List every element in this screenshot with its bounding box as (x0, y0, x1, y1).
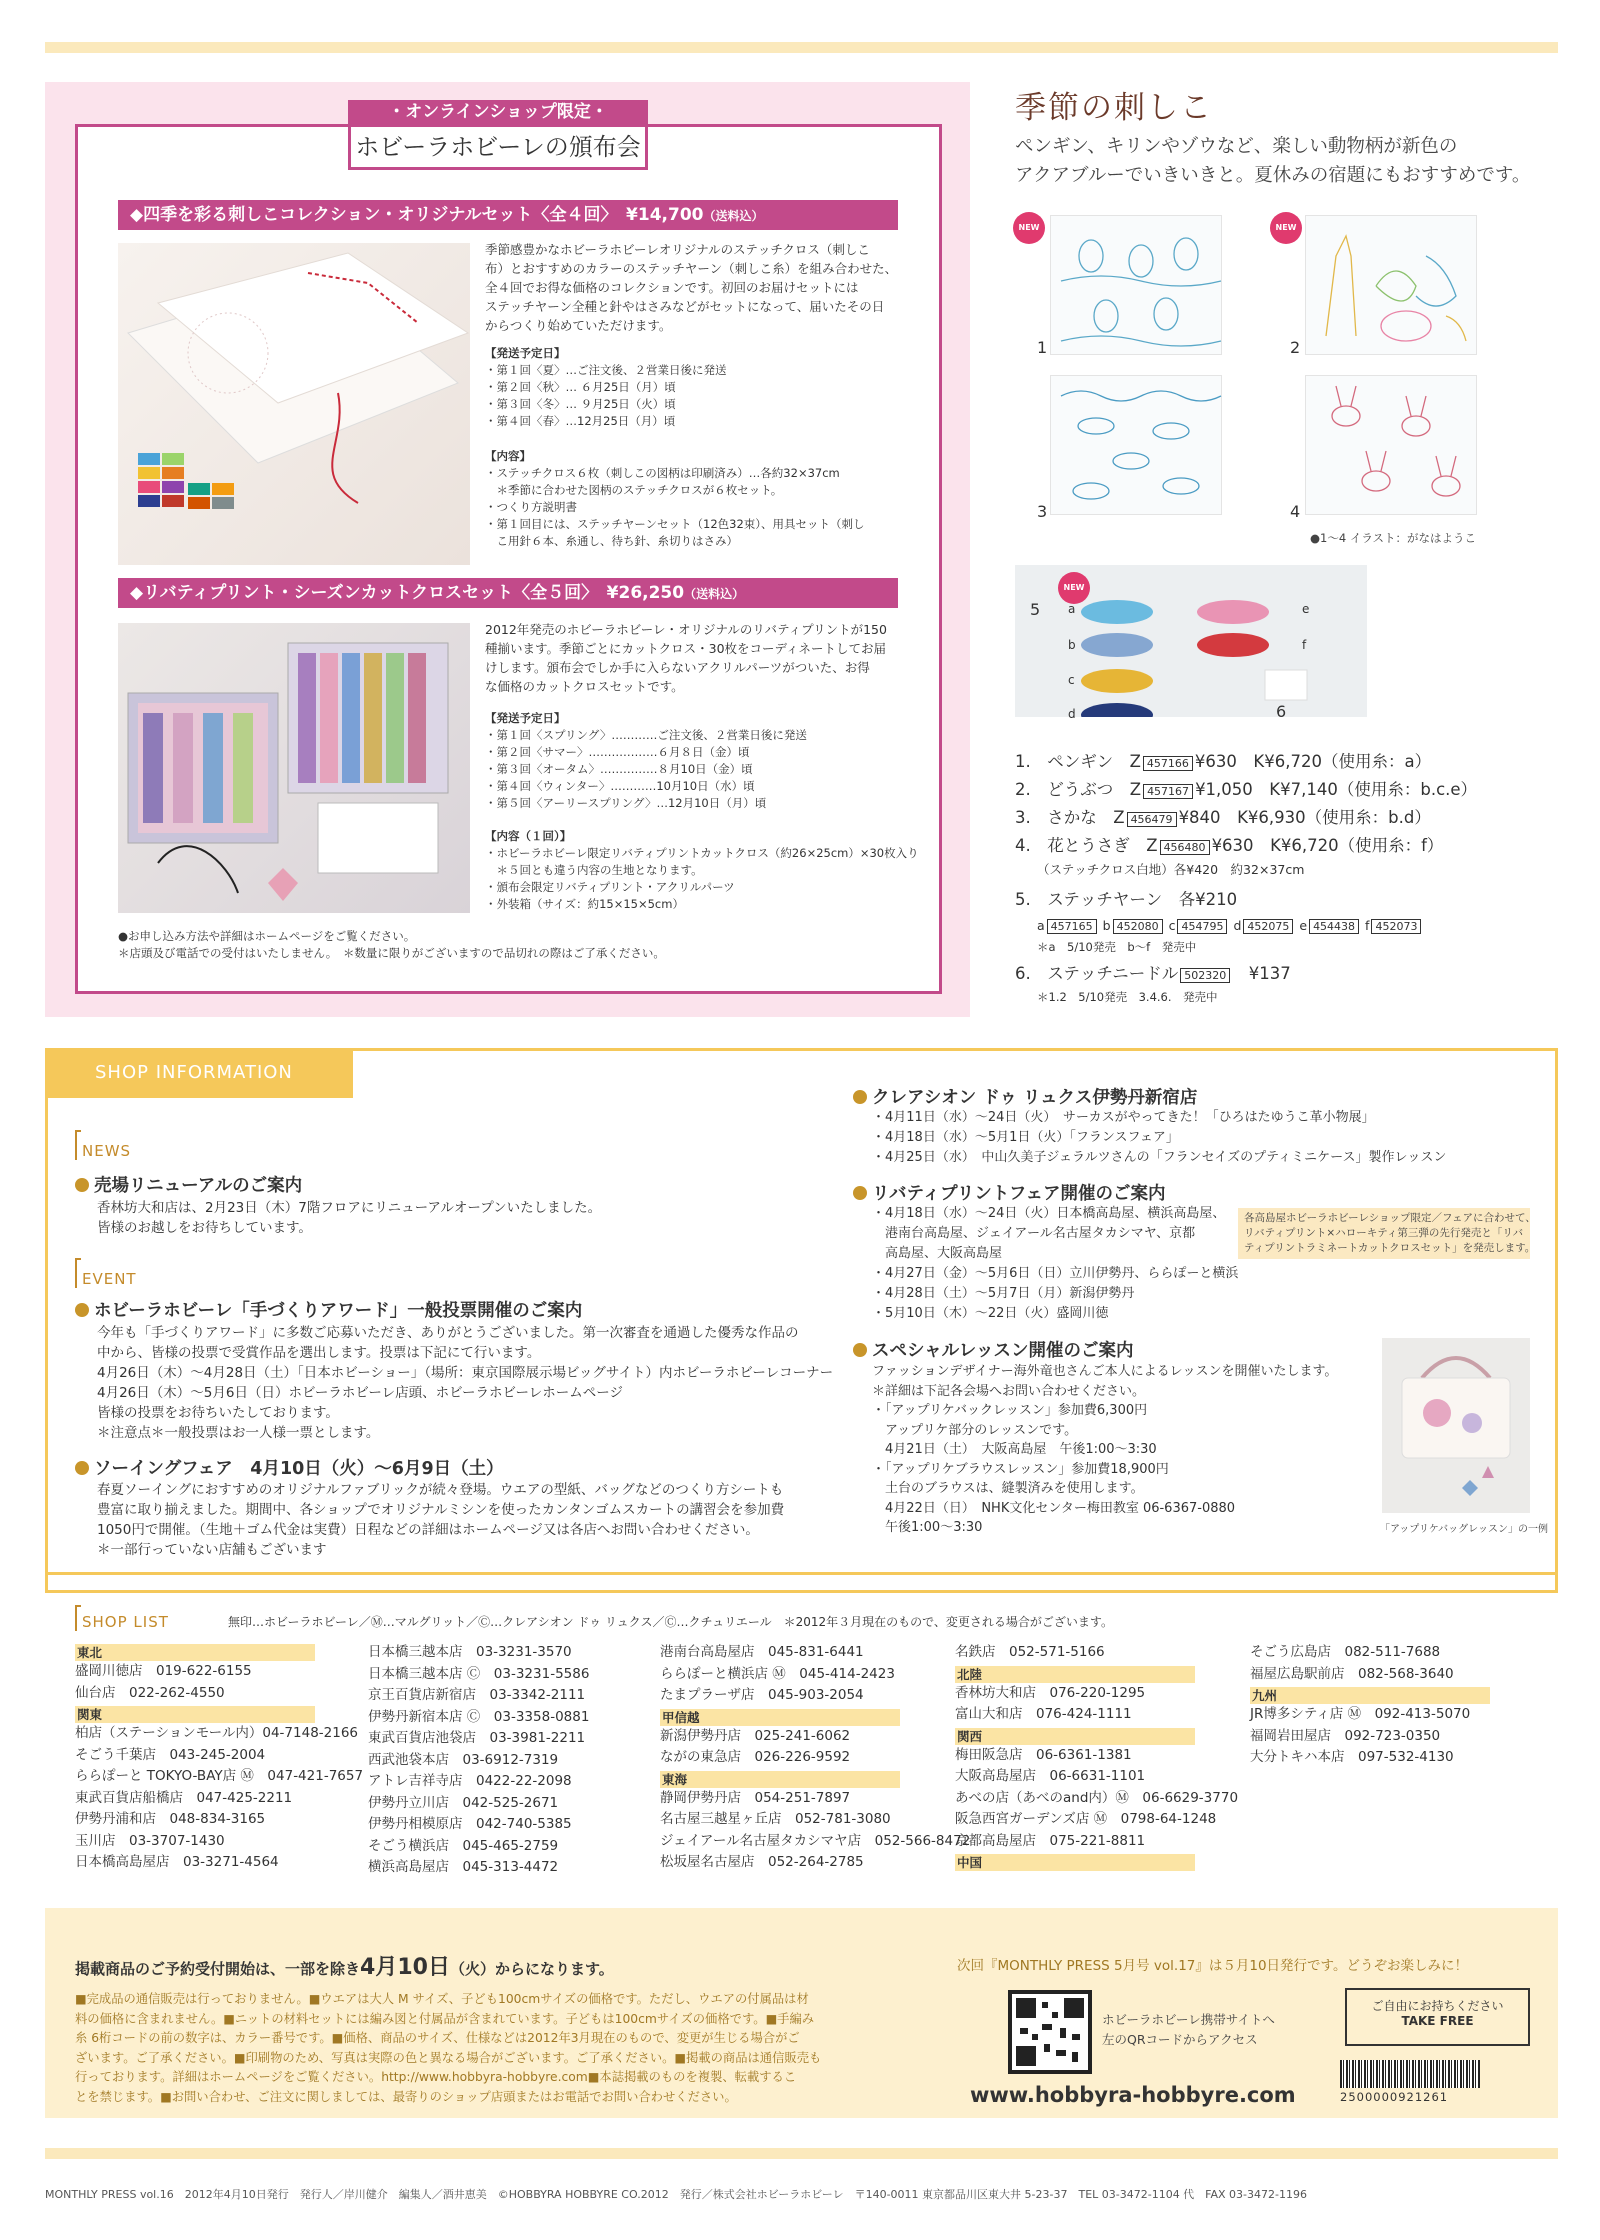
shoplist-region: 東北 (75, 1644, 315, 1661)
shoplist-column-5 (1250, 1642, 1490, 1769)
item-name: 花とうさぎ (1047, 836, 1130, 855)
shoplist-column-3 (660, 1642, 970, 1874)
product-tile-fish (1050, 375, 1222, 515)
lesson-line: アップリケ部分のレッスンです。 (872, 1422, 1078, 1438)
shoplist-store: 福屋広島駅前店 082-568-3640 (1250, 1665, 1454, 1682)
shoplist-corner (75, 1605, 81, 1631)
set1-schedule-item: ・第３回〈冬〉… ９月25日（火）頃 (485, 397, 676, 411)
item-kit-price: K¥7,140 (1269, 780, 1338, 799)
news-line: 皆様のお越しをお待ちしています。 (97, 1220, 312, 1236)
lesson-line: ファッションデザイナー海外竜也さんご本人によるレッスンを開催いたします。 (872, 1364, 1338, 1379)
needle-price: ¥137 (1248, 964, 1291, 983)
award-line: ＊注意点＊一般投票はお一人様一票とします。 (97, 1425, 380, 1441)
shoplist-region: 関東 (75, 1706, 315, 1723)
lesson-line: 4月21日（土） 大阪高島屋 午後1:00〜3:30 (872, 1442, 1157, 1457)
award-line: 皆様の投票をお待ちいたしております。 (97, 1405, 339, 1421)
shoplist-tag: SHOP LIST (82, 1613, 169, 1631)
shoplist-store: あべの店（あべのand内）Ⓜ 06-6629-3770 (955, 1789, 1239, 1806)
liberty-body (872, 1204, 1242, 1324)
set1-schedule-heading: 【発送予定日】 (485, 346, 566, 360)
shoplist-column-2 (368, 1642, 589, 1879)
shoplist-store: 名古屋三越星ヶ丘店 052-781-3080 (660, 1811, 891, 1827)
shoplist-store: たまプラーザ店 045-903-2054 (660, 1687, 864, 1703)
shoplist-store: 伊勢丹浦和店 048-834-3165 (75, 1811, 266, 1827)
set2-photo (118, 623, 470, 913)
award-line: 中から、皆様の投票で受賞作品を選出します。投票は下記にて行います。 (97, 1345, 541, 1361)
item-z: Z (1113, 808, 1125, 827)
lesson-line: ・「アップリケバックレッスン」参加費6,300円 (872, 1403, 1148, 1418)
yarn-code: 454795 (1177, 919, 1227, 934)
liberty-box-illustration (118, 623, 470, 913)
item-no: 3. (1015, 808, 1031, 827)
set1-photo (118, 243, 470, 565)
set1-desc-line: 布）とおすすめのカラーのステッチヤーン（刺しこ糸）を組み合わせた、 (485, 261, 898, 276)
clair-body (872, 1108, 1552, 1168)
cloth-note: （ステッチクロス白地）各¥420 約32×37cm (1037, 862, 1305, 877)
shoplist-store: 西武池袋本店 03-6912-7319 (368, 1751, 559, 1768)
sewing-line: 豊富に取り揃えました。期間中、各ショップでオリジナルミシンを使ったカンタンゴムスカートの講習会を参加費 (97, 1502, 785, 1518)
yarn-code: 452073 (1371, 919, 1421, 934)
online-shop-title: ホビーラホビーレの頒布会 (348, 124, 648, 170)
qr-code[interactable] (1008, 1990, 1092, 2074)
yarn-code-letter: a (1037, 918, 1045, 933)
yarn-code-letter: b (1102, 918, 1111, 933)
lesson-line: 4月22日（日） NHK文化センター梅田教室 06-6367-0880 (872, 1500, 1236, 1516)
reserve-date: 4月10日 (360, 1955, 450, 1980)
yarn-code: 454438 (1309, 919, 1359, 934)
item-z: Z (1129, 780, 1142, 799)
shoplist-region: 甲信越 (660, 1709, 900, 1726)
online-note: ＊店頭及び電話での受付はいたしません。 ＊数量に限りがございますので品切れの際はご了承ください。 (118, 946, 665, 960)
tile-number: 3 (1037, 502, 1048, 521)
item-no: 2. (1015, 780, 1031, 799)
product-tile-penguin (1050, 215, 1222, 355)
set1-desc-line: 季節感豊かなホビーラホビーレオリジナルのステッチクロス（刺しこ (485, 242, 870, 257)
clair-heading-text: クレアシオン ドゥ リュクス伊勢丹新宿店 (872, 1088, 1198, 1108)
set1-desc-line: からつくり始めていただけます。 (485, 318, 672, 333)
clair-line: ・4月11日（水）〜24日（火） サーカスがやってきた！「ひろはたゆうこ革小物展」 (872, 1110, 1375, 1125)
online-note: ●お申し込み方法や詳細はホームページをご覧ください。 (118, 929, 416, 943)
shoplist-store: 伊勢丹新宿本店 Ⓒ 03-3358-0881 (368, 1708, 590, 1725)
award-line: 4月26日（木）〜5月6日（日）ホビーラホビーレ店頭、ホビーラホビーレホームページ (97, 1385, 623, 1401)
shoplist-store: 横浜高島屋店 045-313-4472 (368, 1859, 559, 1875)
shoplist-store: ららぽーと横浜店 Ⓜ 045-414-2423 (660, 1665, 895, 1682)
lesson-body (872, 1362, 1372, 1538)
season-description (1015, 132, 1575, 190)
liberty-line: ・4月18日（水）〜24日（火）日本橋高島屋、横浜高島屋、 (872, 1206, 1226, 1221)
event-corner (75, 1258, 81, 1288)
set2-schedule-item: ・第５回〈アーリースプリング〉…12月10日（月）頃 (485, 796, 767, 810)
mobile-line: 左のQRコードからアクセス (1102, 2032, 1258, 2047)
bullet-icon (853, 1090, 867, 1104)
needle-number: 6 (1276, 702, 1287, 721)
set2-desc-line: 2012年発売のホビーラホビーレ・オリジナルのリバティプリントが150 (485, 622, 887, 637)
shoplist-store: 香林坊大和店 076-220-1295 (955, 1684, 1146, 1701)
qr-pattern (1012, 1994, 1088, 2070)
yarn-title: 5. ステッチヤーン 各¥210 (1015, 890, 1238, 909)
bullet-icon (853, 1343, 867, 1357)
bullet-icon (75, 1178, 89, 1192)
illustration-credit: ●1〜4 イラスト：がなはようこ (1310, 531, 1476, 545)
set2-desc-line: けします。頒布会でしか手に入らないアクリルパーツがついた、お得 (485, 660, 870, 675)
needle-code: 502320 (1180, 968, 1230, 983)
season-title: 季節の刺しこ (1015, 90, 1213, 126)
lesson-line: 土台のブラウスは、縫製済みを使用します。 (872, 1481, 1144, 1496)
shoplist-store: 日本橋三越本店 03-3231-3570 (368, 1644, 572, 1660)
shoplist-region: 関西 (955, 1728, 1195, 1745)
yarn-code: 452075 (1243, 919, 1293, 934)
shoplist-store: ジェイアール名古屋タカシマヤ店 052-566-8472 (660, 1832, 971, 1849)
set1-schedule-item: ・第２回〈秋〉… ６月25日（月）頃 (485, 380, 676, 394)
yarn-code: 457165 (1047, 919, 1097, 934)
reserve-text-c: （火）からになります。 (449, 1960, 614, 1978)
shoplist-column-4 (955, 1642, 1238, 1871)
item-z: Z (1146, 836, 1158, 855)
item-no: 1. (1015, 752, 1031, 771)
set1-tax: （送料込） (703, 209, 764, 223)
item-name: ペンギン (1047, 752, 1114, 771)
set2-description (485, 620, 905, 696)
yarn-letter: a (1068, 602, 1076, 616)
shoplist-legend: 無印…ホビーラホビーレ／Ⓜ…マルグリット／Ⓒ…クレアシオン ドゥ リュクス／Ⓒ…クチュリエール ＊2012年３月現在のもので、変更される場合がございます。 (228, 1615, 1113, 1629)
event-tag: EVENT (82, 1270, 137, 1288)
take-free-box (1345, 1988, 1530, 2046)
shoplist-store: ながの東急店 026-226-9592 (660, 1749, 851, 1765)
rabbit-pattern (1306, 376, 1478, 516)
shoplist-region: 九州 (1250, 1687, 1490, 1704)
season-desc-line: ペンギン、キリンやゾウなど、楽しい動物柄が新色の (1015, 136, 1458, 157)
shoplist-region: 中国 (955, 1854, 1195, 1871)
set1-content-heading: 【内容】 (485, 449, 531, 463)
shoplist-store: 福岡岩田屋店 092-723-0350 (1250, 1727, 1441, 1744)
news-heading (75, 1172, 302, 1197)
bottom-note-line: 料の価格に含まれません。■ニットの材料セットには編み図と付属品が含まれています。子どもは100cmサイズの価格です。■手編み (75, 2011, 815, 2026)
sewing-body (97, 1480, 867, 1560)
yarn-code-letter: c (1168, 918, 1176, 933)
bottom-note-line: ■完成品の通信販売は行っておりません。■ウエアは大人 M サイズ、子ども100cmサイズの価格です。ただし、ウエアの付属品は材 (75, 1992, 809, 2006)
shoplist-column-1 (75, 1642, 363, 1874)
yarn-note: ＊a 5/10発売 b〜f 発売中 (1037, 940, 1197, 954)
set2-schedule-item: ・第４回〈ウィンター〉…………10月10日（水）頃 (485, 779, 755, 793)
set2-schedule (485, 710, 915, 812)
item-price: ¥840 (1178, 808, 1221, 827)
liberty-heading (853, 1180, 1165, 1205)
new-badge: NEW (1013, 212, 1045, 244)
shoplist-store: 静岡伊勢丹店 054-251-7897 (660, 1789, 851, 1806)
shop-info-tab: SHOP INFORMATION (45, 1048, 353, 1098)
set2-content-item: ＊５回とも違う内容の生地となります。 (485, 863, 703, 877)
barcode (1340, 2060, 1480, 2088)
shoplist-store: 港南台高島屋店 045-831-6441 (660, 1644, 864, 1660)
liberty-line: ・5月10日（木）〜22日（火）盛岡川徳 (872, 1306, 1109, 1321)
sashiko-cloth-illustration (118, 243, 470, 565)
item-code: 457167 (1143, 784, 1193, 799)
mobile-site-notice (1102, 2010, 1275, 2050)
shoplist-store: 東武百貨店池袋店 03-3981-2211 (368, 1730, 586, 1746)
shoplist-store: そごう横浜店 045-465-2759 (368, 1837, 559, 1854)
penguin-pattern (1051, 216, 1223, 356)
website-url[interactable]: www.hobbyra-hobbyre.com (970, 2083, 1296, 2107)
item-kit-price: K¥6,930 (1237, 808, 1306, 827)
shoplist-store: ららぽーと TOKYO-BAY店 Ⓜ 047-421-7657 (75, 1768, 364, 1784)
set1-title: ◆四季を彩る刺しこコレクション・オリジナルセット〈全４回〉 ¥14,700 (130, 205, 704, 225)
shoplist-store: 京都高島屋店 075-221-8811 (955, 1832, 1146, 1849)
set2-content-heading: 【内容（１回）】 (485, 829, 572, 843)
sewing-heading (75, 1455, 504, 1480)
award-body (97, 1323, 867, 1443)
mobile-line: ホビーラホビーレ携帯サイトへ (1102, 2012, 1275, 2027)
shoplist-store: 玉川店 03-3707-1430 (75, 1832, 225, 1849)
shop-divider (45, 1572, 1558, 1575)
set1-schedule-item: ・第４回〈春〉…12月25日（月）頃 (485, 414, 676, 428)
product-tile-animals (1305, 215, 1477, 355)
shoplist-store: 阪急西宮ガーデンズ店 Ⓜ 0798-64-1248 (955, 1811, 1217, 1827)
item-yarn: （使用糸：b.d） (1305, 808, 1431, 827)
take-free-jp: ご自由にお持ちください (1371, 1999, 1504, 2013)
liberty-note-line: リバティプリント×ハローキティ第三弾の先行発売と「リバ (1244, 1227, 1524, 1239)
set2-schedule-item: ・第３回〈オータム〉……………８月10日（金）頃 (485, 762, 753, 776)
applique-bag-illustration (1382, 1338, 1530, 1513)
shoplist-store: JR博多シティ店 Ⓜ 092-413-5070 (1250, 1706, 1471, 1722)
yarn-letter: c (1068, 673, 1075, 687)
item-price: ¥630 (1194, 752, 1237, 771)
item-price: ¥1,050 (1195, 780, 1253, 799)
new-badge: NEW (1058, 572, 1090, 604)
set1-content-item: ・つくり方説明書 (485, 500, 577, 514)
fish-pattern (1051, 376, 1223, 516)
yarn-codes (1015, 914, 1575, 938)
bottom-note-line: ざいます。ご了承ください。■印刷物のため、写真は実際の色と異なる場合がございます。ご了承ください。■掲載の商品は通信販売も (75, 2050, 822, 2065)
liberty-heading-text: リバティプリントフェア開催のご案内 (872, 1184, 1166, 1204)
clair-line: ・4月18日（水）〜5月1日（火）「フランスフェア」 (872, 1130, 1179, 1145)
set1-desc-line: ステッチヤーン全種と針やはさみなどがセットになって、届いたその日 (485, 299, 885, 314)
set2-title: ◆リバティプリント・シーズンカットクロスセット〈全５回〉 ¥26,250 (130, 583, 685, 603)
bottom-note-line: とを禁じます。■お問い合わせ、ご注文に関しましては、最寄りのショップ店頭またはお電話でお問い合わせください。 (75, 2089, 737, 2104)
barcode-number: 2500000921261 (1340, 2090, 1449, 2104)
liberty-line: ・4月28日（土）〜5月7日（月）新潟伊勢丹 (872, 1286, 1135, 1301)
product-list (1015, 748, 1575, 1006)
yarn-code-letter: f (1365, 918, 1370, 933)
item-kit-price: K¥6,720 (1270, 836, 1339, 855)
sewing-line: 1050円で開催。（生地＋ゴム代金は実費）日程などの詳細はホームページ又は各店へお問い合わせください。 (97, 1522, 759, 1538)
set1-content-item: ＊季節に合わせた図柄のステッチクロスが６枚セット。 (485, 483, 783, 497)
next-issue-notice: 次回『MONTHLY PRESS 5月号 vol.17』は５月10日発行です。どうぞお楽しみに！ (957, 1958, 1468, 1974)
online-notes (118, 928, 918, 962)
shoplist-store: そごう広島店 082-511-7688 (1250, 1644, 1441, 1660)
product-item (1015, 832, 1575, 860)
item-name: どうぶつ (1047, 780, 1114, 799)
set1-content-item: こ用針６本、糸通し、待ち針、糸切りはさみ） (485, 534, 738, 548)
bottom-band (45, 2148, 1558, 2159)
lesson-heading-text: スペシャルレッスン開催のご案内 (872, 1341, 1134, 1361)
sewing-line: 春夏ソーイングにおすすめのオリジナルファブリックが続々登場。ウエアの型紙、バッグなどのつくり方シートも (97, 1482, 784, 1498)
set2-content-item: ・ホビーラホビーレ限定リバティプリントカットクロス（約26×25cm）×30枚入り (485, 846, 919, 860)
season-desc-line: アクアブルーでいきいきと。夏休みの宿題にもおすすめです。 (1015, 165, 1531, 186)
shoplist-store: 京王百貨店新宿店 03-3342-2111 (368, 1687, 586, 1703)
item-code: 456479 (1127, 812, 1177, 827)
sewing-line: ＊一部行っていない店舗もございます (97, 1542, 327, 1558)
item-yarn: （使用糸：b.c.e） (1337, 780, 1478, 799)
sewing-heading-text: ソーイングフェア 4月10日（火）〜6月9日（土） (94, 1459, 504, 1479)
set1-content-item: ・ステッチクロス６枚（刺しこの図柄は印刷済み）…各約32×37cm (485, 466, 840, 480)
lesson-heading (853, 1337, 1134, 1362)
set2-schedule-item: ・第１回〈スプリング〉…………ご注文後、２営業日後に発送 (485, 728, 807, 742)
award-heading (75, 1297, 582, 1322)
award-heading-text: ホビーラホビーレ「手づくりアワード」一般投票開催のご案内 (94, 1301, 583, 1321)
set1-schedule-item: ・第１回〈夏〉…ご注文後、２営業日後に発送 (485, 363, 727, 377)
news-corner (75, 1130, 81, 1160)
set2-desc-line: 種揃います。季節ごとにカットクロス・30枚をコーディネートしてお届 (485, 641, 887, 656)
product-tile-rabbit (1305, 375, 1477, 515)
liberty-line: ・4月27日（金）〜5月6日（日）立川伊勢丹、ららぽーと横浜 (872, 1266, 1239, 1281)
shoplist-store: 東武百貨店船橋店 047-425-2211 (75, 1789, 293, 1806)
bag-photo (1382, 1338, 1530, 1513)
yarn-letter: e (1302, 602, 1310, 616)
reservation-notice (75, 1950, 614, 1981)
shoplist-store: 盛岡川徳店 019-622-6155 (75, 1663, 252, 1679)
shoplist-store: 伊勢丹立川店 042-525-2671 (368, 1794, 559, 1811)
shoplist-store: 梅田阪急店 06-6361-1381 (955, 1746, 1132, 1763)
clair-heading (853, 1084, 1197, 1109)
bag-caption: 「アップリケバッグレッスン」の一例 (1380, 1524, 1548, 1535)
liberty-note (1238, 1208, 1536, 1259)
yarn-code: 452080 (1113, 919, 1163, 934)
item-code: 456480 (1160, 840, 1210, 855)
lesson-line: ＊詳細は下記各会場へお問い合わせください。 (872, 1383, 1146, 1399)
item-yarn: （使用糸：f） (1338, 836, 1444, 855)
top-band (45, 42, 1558, 53)
news-line: 香林坊大和店は、2月23日（木）7階フロアにリニューアルオープンいたしました。 (97, 1200, 602, 1216)
set1-title-bar (118, 200, 898, 230)
reserve-text-a: 掲載商品のご予約受付開始は、一部を除き (75, 1960, 361, 1978)
item-code: 457166 (1143, 756, 1193, 771)
lesson-line: ・「アップリケブラウスレッスン」参加費18,900円 (872, 1461, 1169, 1477)
set2-schedule-heading: 【発送予定日】 (485, 711, 566, 725)
shoplist-store: 仙台店 022-262-4550 (75, 1684, 225, 1701)
bullet-icon (75, 1303, 89, 1317)
yarn-number: 5 (1030, 600, 1041, 619)
item-kit-price: K¥6,720 (1253, 752, 1322, 771)
clair-line: ・4月25日（水） 中山久美子ジェラルツさんの「フランセイズのプティミニケース」製作レッスン (872, 1150, 1447, 1165)
shoplist-store: 日本橋高島屋店 03-3271-4564 (75, 1854, 279, 1870)
needle-note: ＊1.2 5/10発売 3.4.6. 発売中 (1037, 990, 1218, 1004)
item-price: ¥630 (1211, 836, 1254, 855)
needle-title: 6. ステッチニードル (1015, 964, 1179, 983)
yarn-letter: d (1068, 707, 1076, 721)
bottom-note-line: 行っております。詳細はホームページをご覧ください。http://www.hobbyra-hobbyre.com■本誌掲載のものを複製、転載するこ (75, 2070, 797, 2084)
liberty-line: 港南台高島屋、ジェイアール名古屋タカシマヤ、京都 (872, 1226, 1196, 1241)
shoplist-store: アトレ吉祥寺店 0422-22-2098 (368, 1773, 572, 1789)
liberty-note-line: 各高島屋ホビーラホビーレショップ限定／フェアに合わせて、 (1244, 1212, 1536, 1224)
lesson-line: 午後1:00〜3:30 (872, 1520, 983, 1535)
bottom-note-line: 糸 6桁コードの前の数字は、カラー番号です。■価格、商品のサイズ、仕様などは2012年3月現在のもので、変更が生じる場合がご (75, 2031, 800, 2045)
award-line: 4月26日（木）〜4月28日（土）「日本ホビーショー」（場所：東京国際展示場ビッグサイト）内ホビーラホビーレコーナー (97, 1365, 834, 1381)
set1-desc-line: 全４回でお得な価格のコレクションです。初回のお届けセットには (485, 280, 859, 295)
footer-credits: MONTHLY PRESS vol.16 2012年4月10日発行 発行人／岸川健介 編集人／酒井恵美 ©HOBBYRA HOBBYRE CO.2012 発行／株式会社ホビーラホビーレ 〒140-0011 東京都品川区東大井 5-23-37 TEL 03-3472-1104 代 FAX 03-3472-1196 (45, 2188, 1307, 2201)
yarn-code-letter: e (1299, 918, 1308, 933)
set2-content-item: ・頒布会限定リバティプリント・アクリルパーツ (485, 880, 735, 894)
liberty-note-line: ティプリントラミネートカットクロスセット」を発売します。 (1244, 1242, 1536, 1254)
shoplist-store: 松坂屋名古屋店 052-264-2785 (660, 1854, 864, 1870)
shoplist-store: 大阪高島屋店 06-6631-1101 (955, 1768, 1146, 1784)
shoplist-store: 伊勢丹相模原店 042-740-5385 (368, 1816, 572, 1832)
set2-content-item: ・外装箱（サイズ：約15×15×5cm） (485, 897, 684, 911)
shoplist-store: 新潟伊勢丹店 025-241-6062 (660, 1727, 851, 1744)
shoplist-store: 富山大和店 076-424-1111 (955, 1706, 1132, 1722)
item-no: 4. (1015, 836, 1031, 855)
tile-number: 2 (1290, 338, 1301, 357)
set1-description (485, 240, 905, 335)
set1-schedule (485, 345, 905, 430)
product-item (1015, 804, 1575, 832)
bullet-icon (853, 1186, 867, 1200)
new-badge: NEW (1270, 212, 1302, 244)
news-body (97, 1198, 857, 1238)
item-yarn: （使用糸：a） (1321, 752, 1432, 771)
award-line: 今年も「手づくりアワード」に多数ご応募いただき、ありがとうございました。第一次審査を通過した優秀な作品の (97, 1325, 799, 1341)
news-tag: NEWS (82, 1142, 132, 1160)
item-name: さかな (1047, 808, 1097, 827)
tile-number: 4 (1290, 502, 1301, 521)
liberty-line: 高島屋、大阪高島屋 (872, 1246, 1003, 1261)
bottom-notes (75, 1990, 935, 2107)
set2-title-bar (118, 578, 898, 608)
item-z: Z (1129, 752, 1141, 771)
shoplist-store: 日本橋三越本店 Ⓒ 03-3231-5586 (368, 1665, 590, 1682)
product-item (1015, 776, 1575, 804)
set2-content (485, 828, 925, 913)
yarn-letter: b (1068, 638, 1076, 652)
shoplist-region: 東海 (660, 1771, 900, 1788)
news-heading-text: 売場リニューアルのご案内 (94, 1176, 303, 1196)
yarn-code-letter: d (1233, 918, 1242, 933)
set2-tax: （送料込） (684, 587, 745, 601)
shoplist-region: 北陸 (955, 1666, 1195, 1683)
set1-content-item: ・第１回目には、ステッチヤーンセット（12色32束）、用具セット（刺し (485, 517, 865, 531)
shoplist-store: そごう千葉店 043-245-2004 (75, 1746, 266, 1763)
tile-number: 1 (1037, 338, 1048, 357)
product-item (1015, 748, 1575, 776)
shoplist-store: 名鉄店 052-571-5166 (955, 1644, 1105, 1660)
set2-schedule-item: ・第２回〈サマー〉………………６月８日（金）頃 (485, 745, 750, 759)
set1-content (485, 448, 915, 550)
yarn-letter: f (1302, 638, 1307, 652)
set2-desc-line: な価格のカットクロスセットです。 (485, 679, 684, 694)
take-free-en: TAKE FREE (1401, 2014, 1474, 2028)
shoplist-store: 大分トキハ本店 097-532-4130 (1250, 1749, 1454, 1765)
online-shop-tag: ・オンラインショップ限定・ (348, 100, 648, 124)
shoplist-store: 柏店（ステーションモール内）04-7148-2166 (75, 1725, 359, 1741)
animals-pattern (1306, 216, 1478, 356)
bullet-icon (75, 1461, 89, 1475)
